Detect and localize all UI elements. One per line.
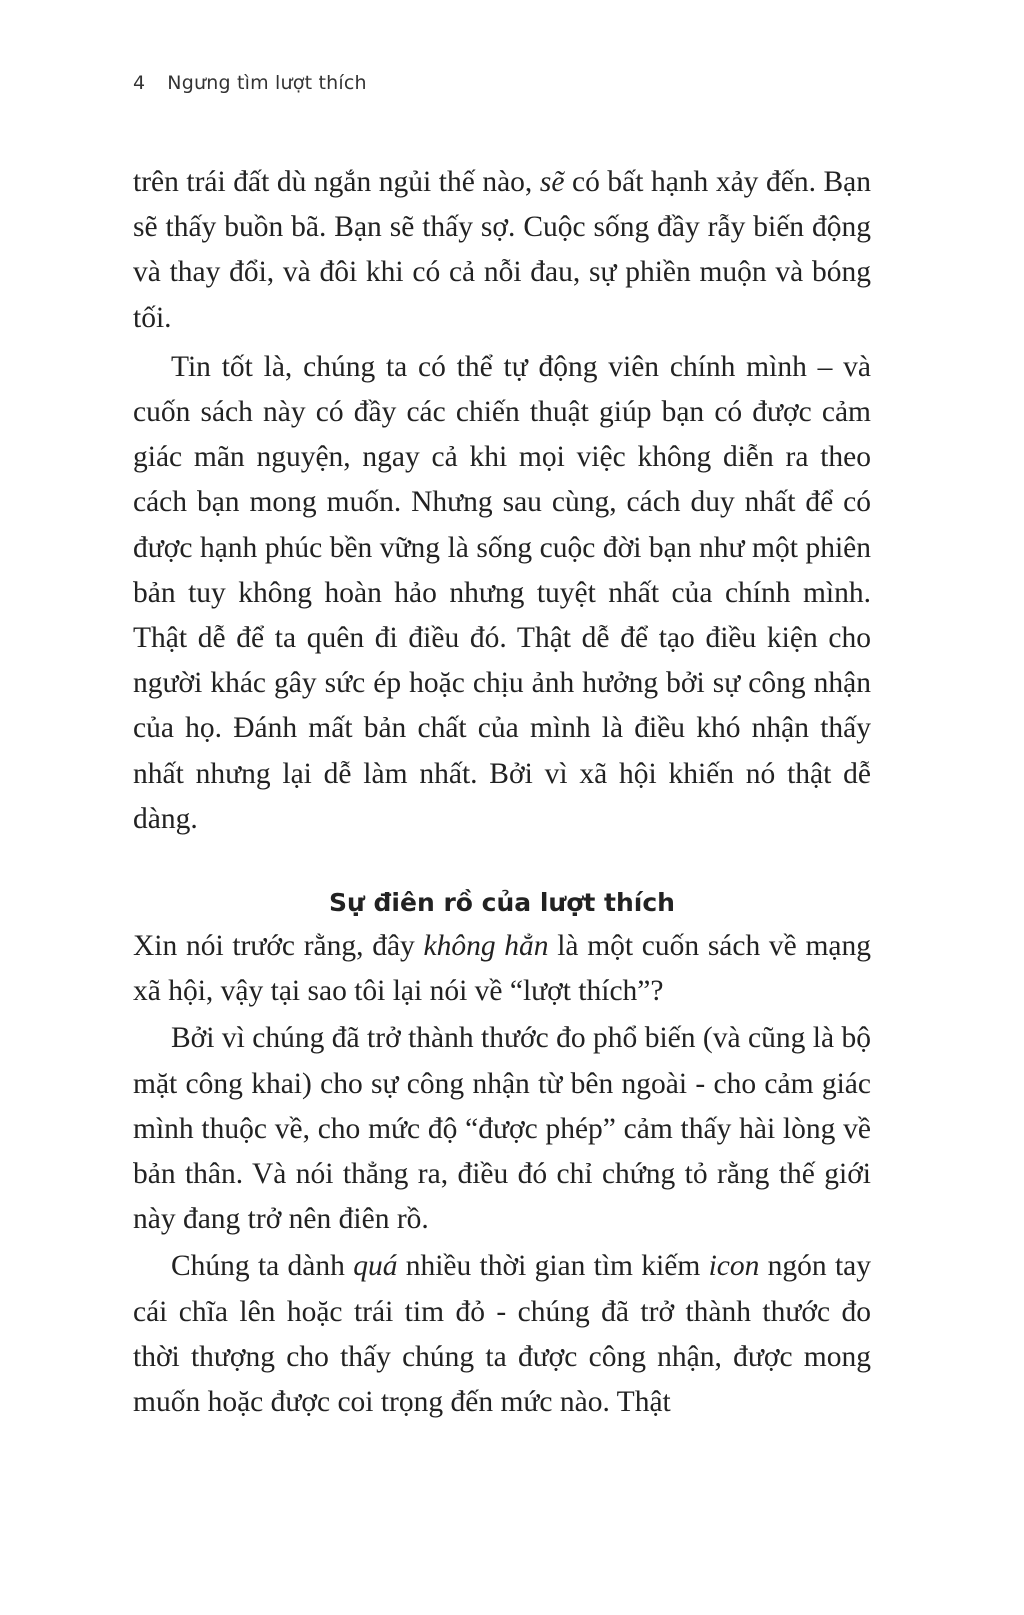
paragraph-5-italic-1: quá: [353, 1250, 398, 1283]
paragraph-5-italic-2: icon: [708, 1250, 760, 1283]
paragraph-5-text-b: nhiều thời gian tìm kiếm: [397, 1250, 709, 1283]
paragraph-3-italic: không hẳn: [423, 930, 549, 963]
running-header: [133, 72, 367, 94]
paragraph-3: [133, 924, 871, 1014]
page-number: 4: [133, 72, 146, 94]
section-heading: Sự điên rồ của lượt thích: [329, 888, 675, 918]
paragraph-2: Tin tốt là, chúng ta có thể tự động viên chính mình – và cuốn sách này có đầy các chiến thuật giúp bạn có được cảm giác mãn nguyện, ngay cả khi mọi việc không diễn ra theo cách bạn mong muốn. Nhưng sau cùng, cách duy nhất để có được hạnh phúc bền vững là sống cuộc đời bạn như một phiên bản tuy không hoàn hảo nhưng tuyệt nhất của chính mình. Thật dễ để ta quên đi điều đó. Thật dễ để tạo điều kiện cho người khác gây sức ép hoặc chịu ảnh hưởng bởi sự công nhận của họ. Đánh mất bản chất của mình là điều khó nhận thấy nhất nhưng lại dễ làm nhất. Bởi vì xã hội khiến nó thật dễ dàng.: [133, 350, 871, 835]
paragraph-5-text-a: Chúng ta dành: [171, 1250, 354, 1283]
paragraph-4: Bởi vì chúng đã trở thành thước đo phổ biến (và cũng là bộ mặt công khai) cho sự công nhận từ bên ngoài - cho cảm giác mình thuộc về, cho mức độ “được phép” cảm thấy hài lòng về bản thân. Và nói thẳng ra, điều đó chỉ chứng tỏ rằng thế giới này đang trở nên điên rồ.: [133, 1022, 871, 1236]
paragraph-1-rest: có bất hạnh xảy đến. Bạn sẽ thấy buồn bã. Bạn sẽ thấy sợ. Cuộc sống đầy rẫy biến động và thay đổi, và đôi khi có cả nỗi đau, sự phiền muộn và bóng tối.: [133, 166, 872, 334]
paragraph-5: [133, 1244, 871, 1425]
paragraph-1: [133, 160, 871, 341]
body-text: [133, 160, 871, 1425]
paragraph-5-text-c: ngón tay cái chĩa lên hoặc trái tim đỏ - chúng đã trở thành thước đo thời thượng cho thấy chúng ta được công nhận, được mong muốn hoặc được coi trọng đến mức nào. Thật: [133, 1250, 871, 1419]
running-title: Ngưng tìm lượt thích: [167, 72, 367, 94]
paragraph-3-rest: là một cuốn sách về mạng xã hội, vậy tại sao tôi lại nói về “lượt thích”?: [133, 930, 871, 1008]
paragraph-1-italic: sẽ: [539, 166, 565, 198]
paragraph-3-text: Xin nói trước rằng, đây: [133, 930, 424, 963]
paragraph-1-text: trên trái đất dù ngắn ngủi thế nào,: [133, 166, 540, 198]
